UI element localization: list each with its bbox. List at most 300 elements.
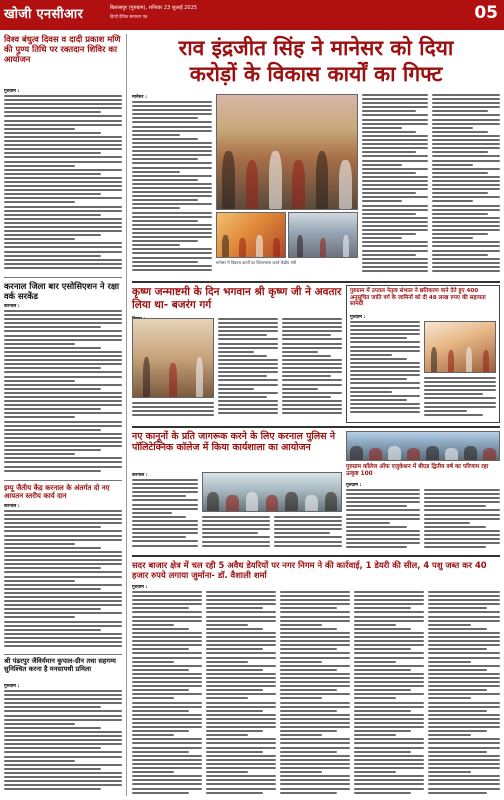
text-line (4, 600, 122, 602)
text-line (280, 771, 322, 773)
text-line (280, 628, 337, 630)
text-line (424, 402, 496, 404)
text-line (206, 726, 276, 728)
text-line (432, 139, 500, 141)
text-line (432, 123, 500, 125)
text-line (428, 771, 471, 773)
text-line (354, 747, 424, 749)
text-line (218, 343, 278, 345)
text-line (132, 702, 202, 704)
text-line (354, 603, 424, 605)
polytechnic-body-col3 (274, 516, 342, 552)
text-line (280, 706, 350, 708)
text-line (362, 135, 428, 137)
bottom-right-body-col2 (424, 489, 500, 551)
text-line (274, 532, 330, 534)
text-line (280, 767, 350, 769)
text-line (132, 734, 174, 736)
text-line (282, 338, 342, 340)
text-line (4, 449, 101, 451)
text-line (362, 114, 428, 116)
text-line (280, 644, 350, 646)
text-line (132, 706, 202, 708)
text-line (132, 603, 202, 605)
text-line (362, 217, 428, 219)
text-line (280, 689, 337, 691)
text-line (280, 591, 350, 593)
text-line (4, 608, 101, 610)
text-line (362, 180, 428, 182)
text-line (354, 792, 411, 794)
text-line (354, 771, 396, 773)
text-line (132, 545, 198, 547)
text-line (432, 106, 500, 108)
text-line (4, 563, 122, 565)
text-line (280, 718, 350, 720)
masthead (0, 0, 504, 30)
text-line (206, 677, 276, 679)
text-line (4, 343, 75, 345)
text-line (362, 164, 402, 166)
text-line (4, 592, 122, 594)
text-line (132, 661, 174, 663)
text-line (132, 195, 212, 197)
janmashtami-body-col1 (132, 402, 214, 420)
text-line (4, 555, 122, 557)
text-line (432, 164, 473, 166)
text-line (428, 648, 487, 650)
text-line (428, 763, 500, 765)
text-line (362, 270, 428, 272)
text-line (350, 329, 420, 331)
text-line (428, 730, 487, 732)
text-line (350, 391, 392, 393)
text-line (132, 261, 198, 263)
text-line (354, 730, 411, 732)
text-line (4, 201, 75, 203)
story3-body (4, 510, 122, 650)
text-line (4, 612, 122, 614)
text-line (4, 376, 122, 378)
text-line (4, 95, 122, 97)
text-line (4, 161, 122, 163)
text-line (132, 109, 212, 111)
text-line (132, 775, 202, 777)
text-line (362, 213, 416, 215)
text-line (432, 114, 500, 116)
text-line (4, 140, 122, 142)
text-line (432, 119, 500, 121)
text-line (354, 775, 424, 777)
text-line (428, 779, 500, 781)
text-line (4, 169, 122, 171)
text-line (424, 385, 496, 387)
text-line (206, 681, 276, 683)
text-line (4, 735, 122, 737)
text-line (206, 603, 276, 605)
text-line (4, 185, 122, 187)
text-line (280, 763, 350, 765)
text-line (274, 541, 342, 543)
text-line (4, 416, 75, 418)
text-line (282, 363, 342, 365)
text-line (4, 347, 101, 349)
text-line (428, 734, 471, 736)
text-line (132, 508, 198, 510)
text-line (4, 727, 101, 729)
text-line (4, 596, 122, 598)
text-line (432, 245, 500, 247)
text-line (432, 258, 500, 260)
text-line (282, 359, 342, 361)
text-line (280, 599, 350, 601)
text-line (350, 333, 420, 335)
text-line (362, 266, 428, 268)
text-line (4, 359, 122, 361)
right-story-dateline: गुरुग्राम : (350, 315, 366, 320)
text-line (206, 657, 276, 659)
text-line (4, 314, 122, 316)
bottom-right-headline: गुरुग्राम कॉलेज ऑफ एजुकेशन में बीएड द्वितीय वर्ष का परिणाम रहा उत्कृष्ट 100 (346, 464, 489, 477)
text-line (354, 779, 424, 781)
text-line (202, 528, 270, 530)
text-line (280, 714, 350, 716)
text-line (132, 158, 198, 160)
text-line (432, 225, 500, 227)
text-line (424, 377, 496, 379)
text-line (362, 143, 428, 145)
text-line (282, 384, 342, 386)
text-line (428, 759, 500, 761)
text-line (350, 346, 420, 348)
text-line (4, 144, 122, 146)
text-line (280, 681, 350, 683)
text-line (206, 775, 276, 777)
text-line (428, 738, 500, 740)
text-line (362, 123, 428, 125)
text-line (4, 530, 122, 532)
text-line (362, 209, 428, 211)
text-line (4, 238, 75, 240)
story4-headline: श्री पंढरपुर जैविर्यमान कुपाल-ग्रीन तथा सहगम्य सुनिश्चित करना है मनसापथी प्रमिला (4, 657, 116, 673)
text-line (362, 110, 416, 112)
text-line (206, 673, 276, 675)
text-line (218, 363, 278, 365)
text-line (354, 783, 424, 785)
text-line (362, 102, 428, 104)
text-line (282, 379, 342, 381)
text-line (4, 719, 122, 721)
text-line (350, 411, 420, 413)
text-line (432, 110, 488, 112)
text-line (4, 173, 101, 175)
text-line (132, 240, 198, 242)
text-line (424, 518, 500, 520)
text-line (218, 408, 278, 410)
text-line (132, 669, 189, 671)
text-line (4, 107, 122, 109)
text-line (4, 120, 122, 122)
text-line (4, 571, 122, 573)
text-line (132, 126, 212, 128)
text-line (274, 516, 342, 518)
text-line (4, 715, 122, 717)
text-line (354, 742, 424, 744)
text-line (132, 142, 212, 144)
text-line (132, 162, 212, 164)
text-line (274, 545, 342, 547)
text-line (4, 218, 122, 220)
text-line (4, 318, 122, 320)
text-line (4, 181, 122, 183)
text-line (4, 710, 122, 712)
text-line (362, 200, 402, 202)
text-line (4, 355, 122, 357)
text-line (432, 184, 500, 186)
text-line (132, 792, 189, 794)
text-line (132, 228, 212, 230)
text-line (4, 251, 122, 253)
text-line (424, 542, 500, 544)
text-line (362, 233, 416, 235)
text-line (4, 367, 101, 369)
text-line (362, 225, 428, 227)
text-line (354, 677, 424, 679)
text-line (432, 233, 488, 235)
text-line (132, 607, 189, 609)
text-line (350, 350, 420, 352)
text-line (282, 343, 342, 345)
text-line (428, 747, 500, 749)
text-line (350, 370, 420, 372)
text-line (4, 522, 122, 524)
text-line (132, 730, 189, 732)
text-line (280, 616, 350, 618)
text-line (4, 466, 122, 468)
text-line (4, 255, 101, 257)
text-line (350, 399, 407, 401)
story4-body (4, 690, 122, 796)
text-line (346, 534, 420, 536)
text-line (4, 193, 101, 195)
text-line (424, 509, 500, 511)
text-line (354, 722, 424, 724)
text-line (132, 710, 189, 712)
text-line (354, 755, 424, 757)
text-line (424, 389, 496, 391)
text-line (424, 397, 496, 399)
text-line (428, 644, 500, 646)
text-line (132, 591, 202, 593)
text-line (354, 665, 424, 667)
text-line (362, 250, 428, 252)
text-line (132, 138, 198, 140)
text-line (4, 429, 101, 431)
text-line (428, 706, 500, 708)
text-line (354, 681, 424, 683)
text-line (4, 197, 122, 199)
text-line (350, 341, 420, 343)
text-line (132, 665, 202, 667)
story2-headline: करनाल जिला बार एसोसिएशन ने रक्षा वर्क सरकेंड (4, 281, 120, 302)
story3-headline: इम्पू जैतीय केंद्र करनाल के अंतर्गत दो नए आयतन स्तरीय कार्य दान (4, 484, 110, 501)
lead-headline-line2: करोड़ों के विकास कार्यों का गिफ्ट (189, 62, 443, 86)
text-line (428, 591, 500, 593)
text-line (4, 690, 122, 692)
text-line (280, 759, 350, 761)
text-line (280, 665, 350, 667)
text-line (432, 143, 500, 145)
text-line (4, 226, 122, 228)
text-line (282, 400, 342, 402)
text-line (362, 172, 416, 174)
text-line (282, 396, 331, 398)
text-line (4, 330, 122, 332)
text-line (428, 742, 500, 744)
text-line (354, 657, 424, 659)
bottom-strip-dateline: गुरुग्राम : (132, 585, 148, 590)
text-line (346, 514, 420, 516)
text-line (206, 742, 276, 744)
text-line (362, 237, 402, 239)
text-line (428, 652, 500, 654)
text-line (354, 628, 411, 630)
text-line (354, 718, 424, 720)
text-line (346, 501, 420, 503)
text-line (346, 522, 390, 524)
text-line (354, 673, 424, 675)
story1-body (4, 95, 122, 273)
text-line (4, 421, 122, 423)
text-line (4, 234, 101, 236)
polytechnic-body-col2 (202, 516, 270, 552)
text-line (206, 783, 276, 785)
text-line (132, 742, 202, 744)
text-line (206, 755, 276, 757)
text-line (428, 657, 500, 659)
text-line (354, 734, 396, 736)
text-line (132, 224, 212, 226)
text-line (432, 151, 488, 153)
text-line (354, 591, 424, 593)
text-line (280, 611, 350, 613)
text-line (132, 257, 212, 259)
text-line (4, 698, 122, 700)
text-line (354, 640, 424, 642)
text-line (428, 620, 500, 622)
text-line (4, 392, 122, 394)
text-line (132, 532, 198, 534)
text-line (4, 514, 122, 516)
text-line (202, 532, 258, 534)
text-line (132, 191, 212, 193)
text-line (428, 755, 500, 757)
text-line (282, 355, 331, 357)
divider (4, 480, 122, 481)
text-line (218, 400, 278, 402)
text-line (218, 347, 278, 349)
text-line (132, 657, 202, 659)
text-line (282, 375, 331, 377)
text-line (132, 616, 202, 618)
text-line (218, 412, 278, 414)
text-line (132, 199, 198, 201)
text-line (206, 792, 263, 794)
text-line (282, 388, 318, 390)
text-line (350, 354, 392, 356)
text-line (202, 541, 270, 543)
text-line (432, 192, 488, 194)
text-line (218, 396, 267, 398)
text-line (4, 453, 75, 455)
text-line (206, 722, 276, 724)
text-line (432, 188, 500, 190)
text-line (428, 792, 487, 794)
text-line (4, 425, 122, 427)
text-line (346, 530, 420, 532)
text-line (4, 124, 122, 126)
text-line (424, 414, 483, 416)
text-line (132, 611, 202, 613)
text-line (424, 497, 500, 499)
lead-body-col1 (132, 101, 212, 277)
lead-photo-tertiary (288, 212, 358, 258)
lead-body-col4 (432, 94, 500, 277)
text-line (280, 779, 350, 781)
text-line (4, 189, 122, 191)
text-line (424, 505, 486, 507)
divider (132, 281, 500, 283)
text-line (132, 767, 202, 769)
text-line (4, 584, 122, 586)
text-line (132, 134, 180, 136)
text-line (132, 524, 198, 526)
text-line (206, 595, 276, 597)
text-line (4, 339, 122, 341)
text-line (132, 146, 212, 148)
text-line (362, 221, 428, 223)
text-line (282, 318, 342, 320)
text-line (4, 351, 122, 353)
text-line (206, 697, 248, 699)
text-line (432, 250, 500, 252)
text-line (424, 514, 500, 516)
text-line (432, 147, 500, 149)
text-line (206, 665, 276, 667)
bottom-strip-body-col5 (428, 591, 500, 796)
text-line (206, 714, 276, 716)
text-line (206, 734, 248, 736)
text-line (4, 136, 122, 138)
text-line (428, 681, 500, 683)
text-line (432, 172, 488, 174)
text-line (354, 763, 424, 765)
text-line (346, 505, 407, 507)
text-line (4, 756, 122, 758)
text-line (280, 640, 350, 642)
text-line (346, 538, 420, 540)
text-line (354, 685, 424, 687)
text-line (432, 262, 500, 264)
text-line (4, 518, 122, 520)
text-line (132, 236, 212, 238)
text-line (346, 546, 407, 548)
text-line (132, 121, 212, 123)
text-line (428, 767, 500, 769)
text-line (346, 509, 420, 511)
text-line (132, 714, 202, 716)
text-line (132, 693, 202, 695)
